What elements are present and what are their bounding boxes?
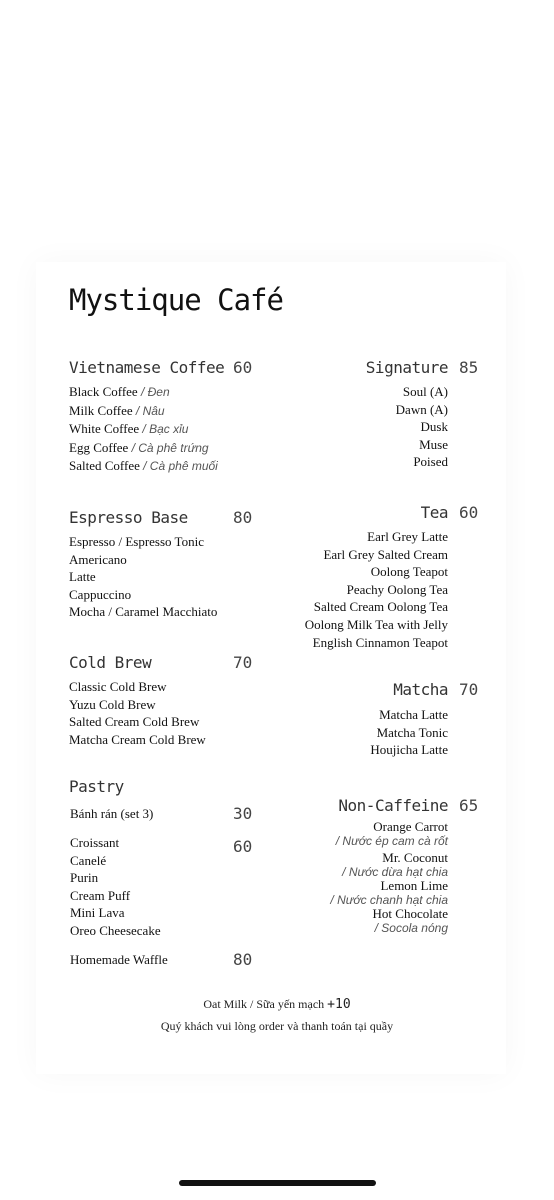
list-matcha	[370, 706, 448, 759]
list-vietnamese-coffee	[69, 383, 218, 476]
list-item: Matcha Latte	[379, 707, 448, 722]
list-item: Lemon Lime	[380, 878, 448, 893]
section-heading-non-caffeine: Non-Caffeine	[338, 796, 448, 815]
list-item: Dawn (A)	[395, 401, 448, 417]
list-item: Dusk	[420, 419, 448, 435]
price-non-caffeine: 65	[459, 796, 479, 815]
list-item: Salted Cream Oolong Tea	[313, 599, 448, 615]
list-cold-brew	[69, 678, 206, 748]
list-item: White Coffee / Bạc xỉu	[69, 421, 189, 437]
price-signature: 85	[459, 358, 479, 377]
list-item: Orange Carrot	[373, 819, 448, 834]
list-item-subtitle: / Nước chanh hạt chia	[330, 893, 448, 907]
list-item: Milk Coffee / Nâu	[69, 402, 165, 418]
list-item: Egg Coffee / Cà phê trứng	[69, 439, 209, 455]
list-espresso-base	[69, 533, 217, 621]
section-heading-signature: Signature	[365, 358, 448, 377]
menu-title: Mystique Café	[69, 283, 283, 317]
oat-milk-price: +10	[327, 997, 351, 1012]
item-homemade-waffle: Homemade Waffle	[70, 952, 168, 967]
list-item: Matcha Tonic	[376, 724, 448, 740]
list-item: Mocha / Caramel Macchiato	[69, 604, 218, 620]
list-item: Poised	[413, 454, 448, 470]
list-item: Salted Coffee / Cà phê muối	[69, 458, 218, 474]
list-item: Oolong Teapot	[370, 564, 448, 580]
price-pastry-group: 60	[233, 837, 253, 856]
list-item: Black Coffee / Đen	[69, 384, 170, 399]
list-item: Soul (A)	[402, 384, 448, 399]
price-homemade-waffle: 80	[233, 950, 253, 969]
list-item: Oolong Milk Tea with Jelly	[304, 616, 448, 632]
list-signature	[396, 383, 448, 471]
price-banh-ran: 30	[233, 804, 253, 823]
section-heading-cold-brew: Cold Brew	[69, 653, 152, 672]
home-indicator[interactable]	[179, 1180, 376, 1186]
price-vietnamese-coffee: 60	[233, 358, 253, 377]
list-item: Hot Chocolate	[372, 906, 448, 921]
oat-milk-label: Oat Milk / Sữa yến mạch	[203, 997, 325, 1011]
footer-note: Quý khách vui lòng order và thanh toán tại quầy	[160, 1019, 394, 1033]
list-item: Earl Grey Latte	[367, 529, 448, 544]
list-item: Croissant	[70, 835, 120, 850]
list-item: Houjicha Latte	[370, 742, 448, 758]
list-item: Peachy Oolong Tea	[346, 581, 448, 597]
price-matcha: 70	[459, 680, 479, 699]
list-item: Classic Cold Brew	[69, 679, 167, 694]
list-item: Earl Grey Salted Cream	[323, 546, 448, 562]
list-item-subtitle: / Socola nóng	[374, 921, 448, 935]
section-heading-pastry: Pastry	[69, 777, 124, 796]
footer-oat-milk	[0, 997, 554, 1012]
list-item: Cappuccino	[69, 586, 132, 602]
list-item: Oreo Cheesecake	[70, 922, 161, 938]
section-heading-espresso-base: Espresso Base	[69, 508, 188, 527]
list-item: Yuzu Cold Brew	[69, 696, 156, 712]
list-item: Mr. Coconut	[382, 850, 448, 865]
list-item: Mini Lava	[70, 905, 125, 921]
price-tea: 60	[459, 503, 479, 522]
list-pastry	[70, 834, 161, 940]
list-item: Purin	[70, 870, 99, 886]
list-item: Latte	[69, 569, 96, 585]
list-item: Matcha Cream Cold Brew	[69, 731, 206, 747]
section-heading-matcha: Matcha	[393, 680, 448, 699]
list-item-subtitle: / Nước ép cam cà rốt	[335, 834, 448, 848]
section-heading-tea: Tea	[420, 503, 448, 522]
list-item: Muse	[419, 436, 448, 452]
list-item: Espresso / Espresso Tonic	[69, 534, 204, 549]
list-item: Cream Puff	[70, 887, 131, 903]
list-item: Salted Cream Cold Brew	[69, 714, 200, 730]
section-heading-vietnamese-coffee: Vietnamese Coffee	[69, 358, 225, 377]
list-non-caffeine	[330, 820, 448, 935]
list-item: Canelé	[70, 852, 107, 868]
price-cold-brew: 70	[233, 653, 253, 672]
item-banh-ran: Bánh rán (set 3)	[70, 806, 154, 821]
price-espresso-base: 80	[233, 508, 253, 527]
list-item: English Cinnamon Teapot	[312, 634, 448, 650]
list-item: Americano	[69, 551, 127, 567]
list-tea	[305, 528, 448, 651]
list-item-subtitle: / Nước dừa hạt chia	[342, 865, 448, 879]
